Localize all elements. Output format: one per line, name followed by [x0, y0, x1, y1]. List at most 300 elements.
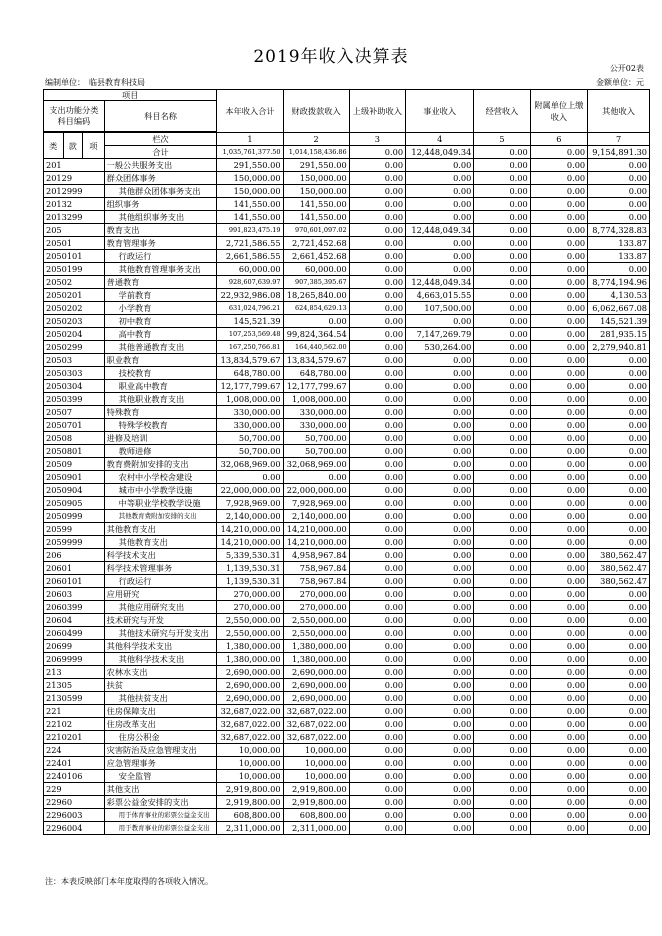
row-col2: 32,687,022.00: [283, 718, 349, 731]
row-col6: 0.00: [530, 367, 587, 380]
row-col4: 0.00: [406, 627, 474, 640]
row-code: 2060499: [44, 627, 105, 640]
row-col5: 0.00: [474, 549, 530, 562]
row-col3: 0.00: [349, 263, 405, 276]
row-col4: 7,147,269.79: [406, 328, 474, 341]
table-row: [44, 523, 650, 536]
row-code: 20601: [44, 562, 105, 575]
row-col2: 648,780.00: [283, 367, 349, 380]
row-code: 206: [44, 549, 105, 562]
table-row: [44, 679, 650, 692]
row-col6: 0.00: [530, 172, 587, 185]
row-col1: 60,000.00: [217, 263, 283, 276]
row-col1: 2,690,000.00: [217, 679, 283, 692]
row-col3: 0.00: [349, 354, 405, 367]
xiang-header: 项: [83, 133, 105, 159]
row-code: 20129: [44, 172, 105, 185]
row-col1: 2,690,000.00: [217, 692, 283, 705]
row-col3: 0.00: [349, 445, 405, 458]
row-col4: 0.00: [406, 575, 474, 588]
table-row: [44, 809, 650, 822]
row-code: 2210201: [44, 731, 105, 744]
row-col5: 0.00: [474, 224, 530, 237]
row-col7: 145,521.39: [588, 315, 650, 328]
row-subject-name: 住房保障支出: [104, 705, 217, 718]
row-col5: 0.00: [474, 783, 530, 796]
row-col6: 0.00: [530, 562, 587, 575]
row-col7: 0.00: [588, 744, 650, 757]
row-col1: 50,700.00: [217, 445, 283, 458]
table-row: [44, 536, 650, 549]
row-col6: 0.00: [530, 614, 587, 627]
row-col3: 0.00: [349, 757, 405, 770]
income-table: [43, 89, 650, 835]
table-row: [44, 380, 650, 393]
table-row: [44, 315, 650, 328]
row-col1: 270,000.00: [217, 588, 283, 601]
row-col5: 0.00: [474, 445, 530, 458]
row-col3: 0.00: [349, 809, 405, 822]
col-no-3: 3: [349, 133, 405, 146]
table-row: [44, 354, 650, 367]
row-col5: 0.00: [474, 432, 530, 445]
table-row: [44, 562, 650, 575]
row-col6: 0.00: [530, 198, 587, 211]
row-col2: 2,690,000.00: [283, 679, 349, 692]
row-subject-name: 其他技术研究与开发支出: [104, 627, 217, 640]
row-col6: 0.00: [530, 536, 587, 549]
row-col4: 0.00: [406, 510, 474, 523]
row-col6: 0.00: [530, 692, 587, 705]
row-col1: 141,550.00: [217, 211, 283, 224]
row-col5: 0.00: [474, 341, 530, 354]
header-row-column-no: [44, 133, 650, 146]
table-row: [44, 263, 650, 276]
row-col4: 0.00: [406, 237, 474, 250]
row-col5: 0.00: [474, 796, 530, 809]
row-col7: 8,774,194.96: [588, 276, 650, 289]
row-col5: 0.00: [474, 744, 530, 757]
table-row: [44, 419, 650, 432]
row-code: 22960: [44, 796, 105, 809]
row-col1: 2,690,000.00: [217, 666, 283, 679]
row-col3: 0.00: [349, 276, 405, 289]
row-col7: 0.00: [588, 198, 650, 211]
row-col7: 0.00: [588, 380, 650, 393]
table-note: 注：本表反映部门本年度取得的各项收入情况。: [45, 877, 213, 886]
table-row: [44, 614, 650, 627]
row-code: 20132: [44, 198, 105, 211]
row-col2: 2,690,000.00: [283, 692, 349, 705]
row-col3: 0.00: [349, 510, 405, 523]
row-code: 2050904: [44, 484, 105, 497]
row-col2: 141,550.00: [283, 198, 349, 211]
row-subject-name: 特殊教育: [104, 406, 217, 419]
row-col7: 0.00: [588, 640, 650, 653]
table-row: [44, 549, 650, 562]
row-col6: 0.00: [530, 497, 587, 510]
row-col1: 12,177,799.67: [217, 380, 283, 393]
row-col4: 0.00: [406, 809, 474, 822]
row-col1: 150,000.00: [217, 185, 283, 198]
table-row: [44, 744, 650, 757]
row-col4: 0.00: [406, 380, 474, 393]
row-col1: 50,700.00: [217, 432, 283, 445]
row-col4: 0.00: [406, 705, 474, 718]
row-col2: 2,690,000.00: [283, 666, 349, 679]
row-subject-name: 教育支出: [104, 224, 217, 237]
row-subject-name: 应急管理事务: [104, 757, 217, 770]
row-col5: 0.00: [474, 393, 530, 406]
row-col5: 0.00: [474, 523, 530, 536]
row-col2: 330,000.00: [283, 406, 349, 419]
row-code: 20699: [44, 640, 105, 653]
row-col4: 0.00: [406, 393, 474, 406]
row-col4: 0.00: [406, 796, 474, 809]
row-subject-name: 灾害防治及应急管理支出: [104, 744, 217, 757]
total-row: [44, 146, 650, 159]
row-col6: 0.00: [530, 419, 587, 432]
row-col2: 32,068,969.00: [283, 458, 349, 471]
row-col6: 0.00: [530, 510, 587, 523]
table-row: [44, 640, 650, 653]
table-row: [44, 822, 650, 835]
row-col5: 0.00: [474, 588, 530, 601]
row-code: 20507: [44, 406, 105, 419]
row-subject-name: 职业高中教育: [104, 380, 217, 393]
row-col6: 0.00: [530, 380, 587, 393]
row-col1: 2,311,000.00: [217, 822, 283, 835]
row-col4: 12,448,049.34: [406, 224, 474, 237]
row-col2: 758,967.84: [283, 562, 349, 575]
row-col3: 0.00: [349, 393, 405, 406]
row-code: 2050801: [44, 445, 105, 458]
row-col3: 0.00: [349, 432, 405, 445]
row-code: 20503: [44, 354, 105, 367]
report-title: 2019年收入决算表: [253, 47, 409, 67]
row-col4: 0.00: [406, 419, 474, 432]
row-code: 2050201: [44, 289, 105, 302]
row-col4: 0.00: [406, 744, 474, 757]
table-row: [44, 367, 650, 380]
row-col3: 0.00: [349, 406, 405, 419]
row-code: 2050999: [44, 510, 105, 523]
row-col6: 0.00: [530, 315, 587, 328]
lei-header: 类: [44, 133, 64, 159]
table-row: [44, 653, 650, 666]
row-col1: 141,550.00: [217, 198, 283, 211]
row-col5: 0.00: [474, 731, 530, 744]
row-col6: 0.00: [530, 445, 587, 458]
row-col5: 0.00: [474, 289, 530, 302]
row-code: 205: [44, 224, 105, 237]
row-col4: 0.00: [406, 315, 474, 328]
row-col3: 0.00: [349, 770, 405, 783]
row-col6: 0.00: [530, 627, 587, 640]
row-col6: 0.00: [530, 588, 587, 601]
row-col5: 0.00: [474, 328, 530, 341]
row-col4: 0.00: [406, 484, 474, 497]
row-col6: 0.00: [530, 770, 587, 783]
row-col1: 0.00: [217, 471, 283, 484]
row-col6: 0.00: [530, 289, 587, 302]
row-subject-name: 其他普通教育支出: [104, 341, 217, 354]
row-subject-name: 其他支出: [104, 783, 217, 796]
row-col2: 150,000.00: [283, 185, 349, 198]
row-col5: 0.00: [474, 601, 530, 614]
row-col1: 1,008,000.00: [217, 393, 283, 406]
row-col1: 631,024,796.21: [217, 302, 283, 315]
row-col2: 2,919,800.00: [283, 796, 349, 809]
col-no-2: 2: [283, 133, 349, 146]
row-col5: 0.00: [474, 627, 530, 640]
row-col6: 0.00: [530, 263, 587, 276]
row-col3: 0.00: [349, 705, 405, 718]
row-code: 2050203: [44, 315, 105, 328]
row-col5: 0.00: [474, 484, 530, 497]
row-col3: 0.00: [349, 289, 405, 302]
row-col2: 0.00: [283, 471, 349, 484]
row-col5: 0.00: [474, 822, 530, 835]
row-col6: 0.00: [530, 341, 587, 354]
row-col5: 0.00: [474, 380, 530, 393]
row-subject-name: 其他职业教育支出: [104, 393, 217, 406]
header-row-item: [44, 90, 650, 101]
row-col2: 60,000.00: [283, 263, 349, 276]
row-col1: 32,687,022.00: [217, 718, 283, 731]
row-col5: 0.00: [474, 666, 530, 679]
row-col4: 107,500.00: [406, 302, 474, 315]
row-col6: 0.00: [530, 783, 587, 796]
col-no-6: 6: [530, 133, 587, 146]
row-col7: 0.00: [588, 796, 650, 809]
row-subject-name: 一般公共服务支出: [104, 159, 217, 172]
table-row: [44, 276, 650, 289]
row-col3: 0.00: [349, 185, 405, 198]
row-subject-name: 职业教育: [104, 354, 217, 367]
row-subject-name: 技校教育: [104, 367, 217, 380]
table-row: [44, 237, 650, 250]
table-row: [44, 627, 650, 640]
row-col6: 0.00: [530, 731, 587, 744]
row-subject-name: 科学技术支出: [104, 549, 217, 562]
row-col7: 133.87: [588, 237, 650, 250]
row-col3: 0.00: [349, 718, 405, 731]
row-subject-name: 其他科学技术支出: [104, 640, 217, 653]
col4-header: 事业收入: [406, 90, 474, 133]
row-col2: 141,550.00: [283, 211, 349, 224]
row-col2: 14,210,000.00: [283, 523, 349, 536]
row-col6: 0.00: [530, 757, 587, 770]
row-col2: 10,000.00: [283, 757, 349, 770]
row-col2: 1,380,000.00: [283, 640, 349, 653]
table-row: [44, 783, 650, 796]
row-code: 2050905: [44, 497, 105, 510]
row-col5: 0.00: [474, 536, 530, 549]
row-col2: 14,210,000.00: [283, 536, 349, 549]
row-col1: 608,800.00: [217, 809, 283, 822]
row-col3: 0.00: [349, 172, 405, 185]
row-col1: 2,919,800.00: [217, 783, 283, 796]
row-col6: 0.00: [530, 822, 587, 835]
row-col4: 0.00: [406, 731, 474, 744]
row-col7: 0.00: [588, 432, 650, 445]
row-col2: 99,824,364.54: [283, 328, 349, 341]
table-row: [44, 458, 650, 471]
row-code: 2050303: [44, 367, 105, 380]
row-col7: 0.00: [588, 705, 650, 718]
row-col6: 0.00: [530, 276, 587, 289]
col3-header: 上级补助收入: [349, 90, 405, 133]
row-code: 22401: [44, 757, 105, 770]
row-col7: 380,562.47: [588, 575, 650, 588]
row-col7: 0.00: [588, 263, 650, 276]
row-col2: 164,440,562.00: [283, 341, 349, 354]
row-col4: 0.00: [406, 679, 474, 692]
total-col3: 0.00: [349, 146, 405, 159]
row-col1: 22,000,000.00: [217, 484, 283, 497]
row-subject-name: 行政运行: [104, 575, 217, 588]
row-subject-name: 教育费附加安排的支出: [104, 458, 217, 471]
row-col7: 4,130.53: [588, 289, 650, 302]
row-col5: 0.00: [474, 692, 530, 705]
row-col3: 0.00: [349, 341, 405, 354]
func-code-header: 支出功能分类科目编码: [44, 101, 105, 132]
row-col7: 0.00: [588, 588, 650, 601]
row-col4: 0.00: [406, 783, 474, 796]
row-col5: 0.00: [474, 185, 530, 198]
row-subject-name: 群众团体事务: [104, 172, 217, 185]
row-subject-name: 初中教育: [104, 315, 217, 328]
row-code: 229: [44, 783, 105, 796]
row-col6: 0.00: [530, 601, 587, 614]
row-col3: 0.00: [349, 536, 405, 549]
row-col1: 330,000.00: [217, 406, 283, 419]
row-col2: 4,958,967.84: [283, 549, 349, 562]
row-subject-name: 其他教育支出: [104, 523, 217, 536]
row-col2: 150,000.00: [283, 172, 349, 185]
row-code: 2069999: [44, 653, 105, 666]
row-col5: 0.00: [474, 250, 530, 263]
row-col7: 0.00: [588, 731, 650, 744]
row-col3: 0.00: [349, 419, 405, 432]
row-subject-name: 其他群众团体事务支出: [104, 185, 217, 198]
row-col7: 0.00: [588, 627, 650, 640]
row-code: 2296004: [44, 822, 105, 835]
row-col4: 0.00: [406, 432, 474, 445]
row-col6: 0.00: [530, 484, 587, 497]
total-col1: 1,035,761,377.50: [217, 146, 283, 159]
row-col7: 0.00: [588, 692, 650, 705]
row-col5: 0.00: [474, 263, 530, 276]
row-col3: 0.00: [349, 679, 405, 692]
row-subject-name: 其他教育管理事务支出: [104, 263, 217, 276]
row-col6: 0.00: [530, 796, 587, 809]
row-col6: 0.00: [530, 679, 587, 692]
row-col2: 330,000.00: [283, 419, 349, 432]
kuan-header: 款: [63, 133, 83, 159]
row-col3: 0.00: [349, 250, 405, 263]
row-col2: 2,550,000.00: [283, 614, 349, 627]
col-no-5: 5: [474, 133, 530, 146]
row-subject-name: 扶贫: [104, 679, 217, 692]
row-col2: 1,380,000.00: [283, 653, 349, 666]
table-row: [44, 575, 650, 588]
row-col2: 2,721,452.68: [283, 237, 349, 250]
row-col5: 0.00: [474, 198, 530, 211]
row-col6: 0.00: [530, 159, 587, 172]
row-col3: 0.00: [349, 224, 405, 237]
row-col7: 0.00: [588, 367, 650, 380]
row-col6: 0.00: [530, 549, 587, 562]
row-col4: 0.00: [406, 159, 474, 172]
row-col5: 0.00: [474, 302, 530, 315]
row-subject-name: 其他科学技术支出: [104, 653, 217, 666]
row-col6: 0.00: [530, 575, 587, 588]
row-col6: 0.00: [530, 471, 587, 484]
row-code: 221: [44, 705, 105, 718]
row-col4: 0.00: [406, 718, 474, 731]
row-col3: 0.00: [349, 653, 405, 666]
row-col7: 0.00: [588, 601, 650, 614]
row-col2: 2,550,000.00: [283, 627, 349, 640]
row-col7: 380,562.47: [588, 549, 650, 562]
row-col7: 0.00: [588, 679, 650, 692]
row-col2: 13,834,579.67: [283, 354, 349, 367]
row-col2: 10,000.00: [283, 744, 349, 757]
row-col2: 12,177,799.67: [283, 380, 349, 393]
row-col4: 0.00: [406, 458, 474, 471]
row-col1: 2,550,000.00: [217, 627, 283, 640]
row-col2: 624,854,629.13: [283, 302, 349, 315]
row-col1: 14,210,000.00: [217, 536, 283, 549]
row-subject-name: 彩票公益金安排的支出: [104, 796, 217, 809]
row-code: 2050204: [44, 328, 105, 341]
row-col3: 0.00: [349, 640, 405, 653]
row-col2: 50,700.00: [283, 445, 349, 458]
row-col6: 0.00: [530, 653, 587, 666]
row-col5: 0.00: [474, 640, 530, 653]
row-col1: 1,380,000.00: [217, 640, 283, 653]
row-col2: 291,550.00: [283, 159, 349, 172]
subject-name-header: 科目名称: [104, 101, 217, 132]
row-col3: 0.00: [349, 731, 405, 744]
row-col1: 7,928,969.00: [217, 497, 283, 510]
row-code: 201: [44, 159, 105, 172]
row-col2: 2,140,000.00: [283, 510, 349, 523]
row-col3: 0.00: [349, 692, 405, 705]
row-subject-name: 其他应用研究支出: [104, 601, 217, 614]
row-col1: 2,140,000.00: [217, 510, 283, 523]
row-code: 20509: [44, 458, 105, 471]
row-col5: 0.00: [474, 614, 530, 627]
row-col5: 0.00: [474, 809, 530, 822]
row-col7: 0.00: [588, 666, 650, 679]
row-col3: 0.00: [349, 549, 405, 562]
row-col3: 0.00: [349, 614, 405, 627]
total-col4: 12,448,049.34: [406, 146, 474, 159]
row-col1: 167,250,766.81: [217, 341, 283, 354]
row-col7: 0.00: [588, 718, 650, 731]
table-row: [44, 432, 650, 445]
row-code: 20603: [44, 588, 105, 601]
row-col3: 0.00: [349, 471, 405, 484]
row-col2: 50,700.00: [283, 432, 349, 445]
row-col4: 0.00: [406, 666, 474, 679]
row-code: 2050299: [44, 341, 105, 354]
row-subject-name: 普通教育: [104, 276, 217, 289]
row-col3: 0.00: [349, 380, 405, 393]
